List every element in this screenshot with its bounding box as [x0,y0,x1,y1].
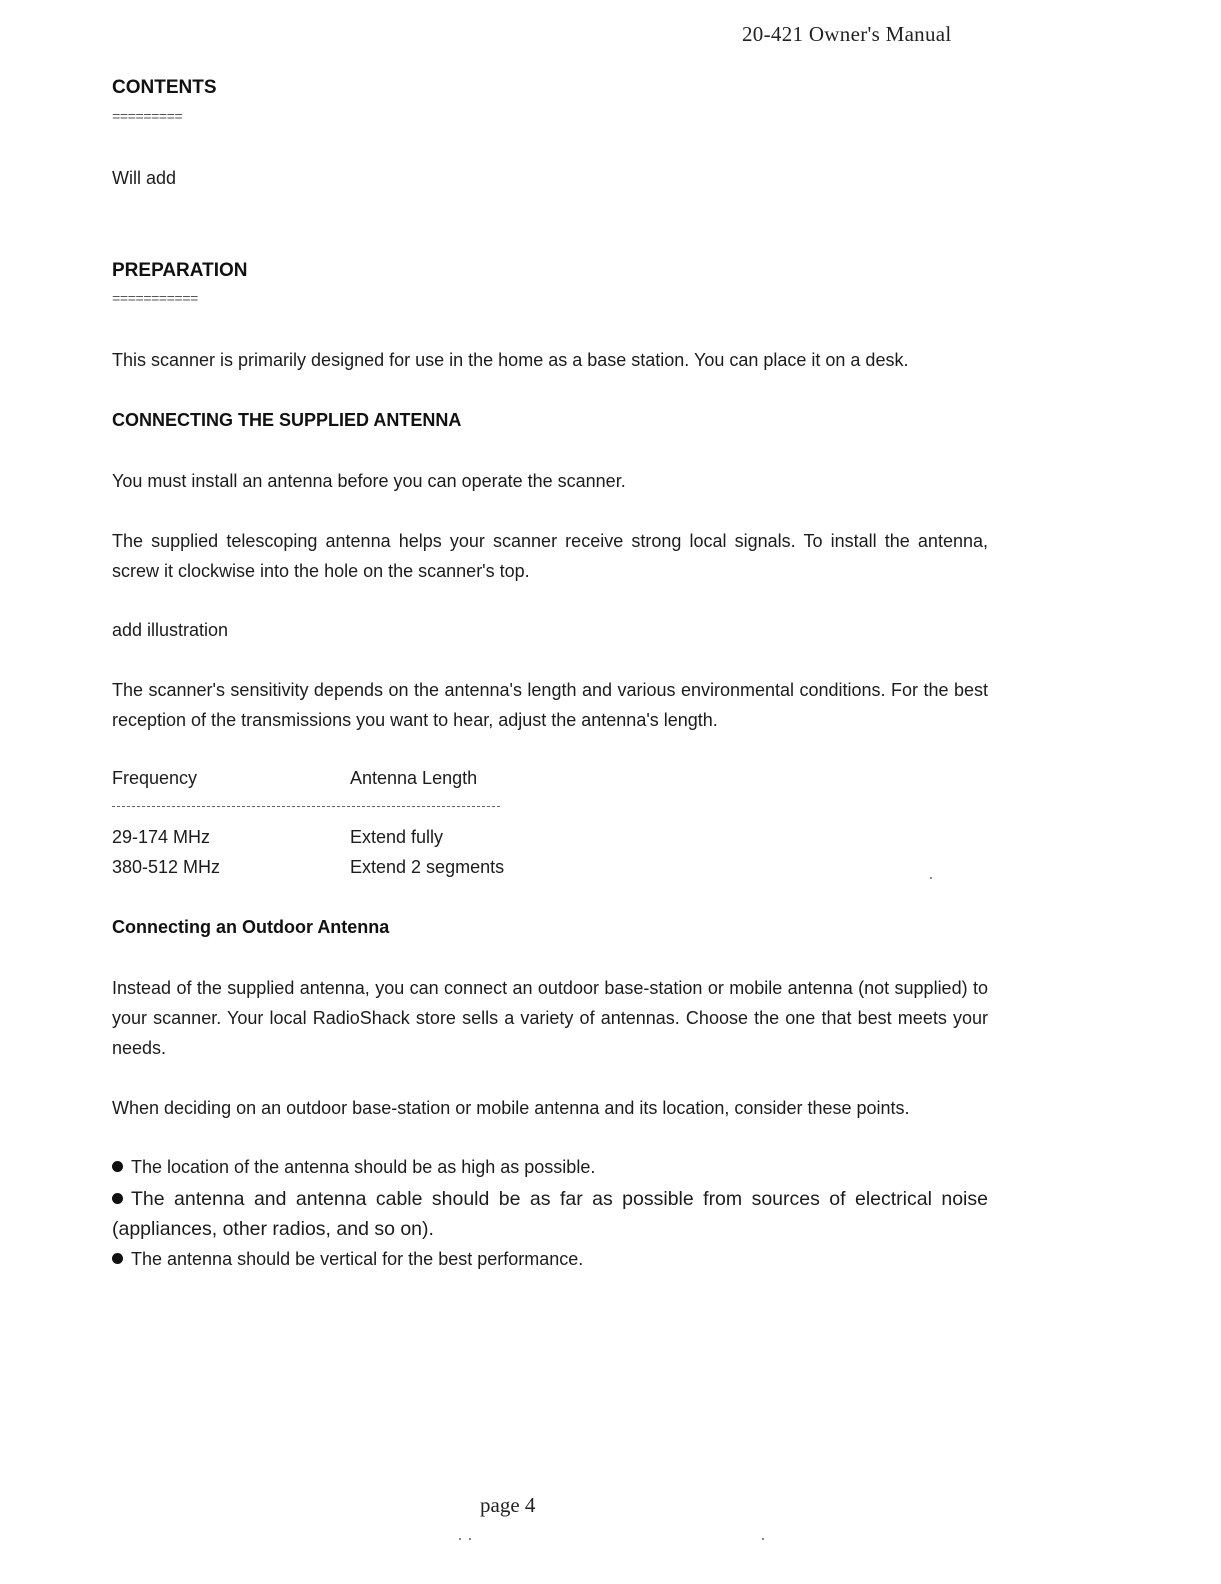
supplied-antenna-p3: add illustration [112,620,229,640]
bullet-text: The antenna and antenna cable should be as far as possible from sources of electrical noise (appliances, other radios, and so on). [112,1188,988,1240]
scan-speck [469,1538,471,1540]
table-row-1-frequency: 29-174 MHz [112,827,211,847]
table-row-1-length: Extend fully [350,827,444,847]
bullet-dot-icon [112,1193,123,1204]
manual-title: 20-421 Owner's Manual [742,22,952,46]
supplied-antenna-p2: The supplied telescoping antenna helps your scanner receive strong local signals. To install the antenna, screw it clockwise into the hole on the scanner's top. [112,531,988,581]
supplied-antenna-heading: CONNECTING THE SUPPLIED ANTENNA [112,410,462,430]
page-number: page 4 [480,1493,536,1517]
table-divider [112,806,500,807]
bullet-item-1 [112,1152,988,1182]
preparation-underline: =========== [112,292,198,308]
table-header-antenna-length: Antenna Length [350,768,478,788]
bullet-item-3 [112,1244,988,1274]
bullet-dot-icon [112,1161,123,1172]
supplied-antenna-p4: The scanner's sensitivity depends on the antenna's length and various environmental conditions. For the best reception of the transmissions you want to hear, adjust the antenna's length. [112,680,988,730]
outdoor-antenna-heading: Connecting an Outdoor Antenna [112,917,390,937]
contents-underline: ========= [112,110,183,126]
bullet-text: The antenna should be vertical for the best performance. [131,1249,584,1269]
outdoor-antenna-p1: Instead of the supplied antenna, you can connect an outdoor base-station or mobile antenna (not supplied) to your scanner. Your local RadioShack store sells a variety of antennas. Choose the one that best meets your needs. [112,978,988,1058]
contents-body: Will add [112,168,177,188]
table-row-2-frequency: 380-512 MHz [112,857,221,877]
scan-speck [930,877,932,879]
contents-heading: CONTENTS [112,77,217,98]
preparation-heading: PREPARATION [112,260,248,281]
preparation-intro: This scanner is primarily designed for use in the home as a base station. You can place it on a desk. [112,350,909,370]
bullet-dot-icon [112,1253,123,1264]
supplied-antenna-p1: You must install an antenna before you can operate the scanner. [112,471,626,491]
outdoor-antenna-p2: When deciding on an outdoor base-station or mobile antenna and its location, consider these points. [112,1098,910,1118]
table-row-2-length: Extend 2 segments [350,857,505,877]
scan-speck [459,1538,461,1540]
table-header-frequency: Frequency [112,768,198,788]
bullet-item-2 [112,1184,988,1244]
bullet-text: The location of the antenna should be as high as possible. [131,1157,596,1177]
scan-speck [762,1538,764,1540]
